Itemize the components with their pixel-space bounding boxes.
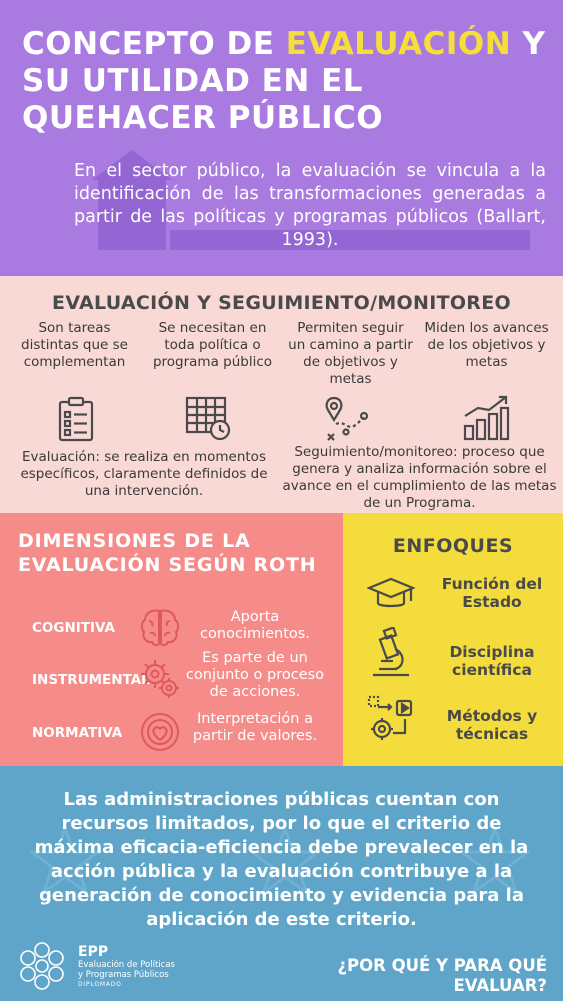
logo-line1: Evaluación de Políticas bbox=[78, 960, 175, 970]
approaches-section bbox=[343, 513, 563, 766]
column-text: Permiten seguir un camino a partir de objetivos y metas bbox=[288, 320, 413, 387]
logo-line3: DIPLOMADO bbox=[78, 981, 122, 988]
calendar-clock-icon bbox=[184, 394, 232, 442]
microscope-icon bbox=[367, 627, 415, 679]
dimension-desc: Interpretación a partir de valores. bbox=[192, 711, 318, 744]
dimension-row bbox=[0, 605, 343, 655]
approach-label: Función del Estado bbox=[441, 575, 543, 611]
logo-line2: y Programas Públicos bbox=[78, 970, 169, 980]
dimension-row bbox=[0, 650, 343, 706]
dimensions-title: DIMENSIONES DE LA EVALUACIÓN SEGÚN ROTH bbox=[18, 530, 317, 576]
gears-icon bbox=[137, 656, 183, 702]
section-title: EVALUACIÓN Y SEGUIMIENTO/MONITOREO bbox=[52, 292, 511, 314]
dimension-name: INSTRUMENTAL bbox=[32, 672, 150, 688]
footer-statement: Las administraciones públicas cuentan con recursos limitados, por lo que el criterio de máxima eficacia-eficiencia debe prevalecer en la acción pública y la evaluación contribuye a la generación de conocimiento y evidencia para la aplicación de este criterio. bbox=[34, 789, 529, 930]
brain-icon bbox=[137, 605, 183, 651]
dimension-row bbox=[0, 709, 343, 759]
approach-label: Métodos y técnicas bbox=[446, 707, 538, 743]
column-text: Se necesitan en toda política o programa público bbox=[152, 320, 273, 370]
title-highlight: EVALUACIÓN bbox=[285, 26, 512, 62]
dimension-desc: Aporta conocimientos. bbox=[200, 609, 310, 642]
graduation-cap-icon bbox=[367, 571, 415, 619]
page-title bbox=[22, 26, 552, 137]
column-text: Miden los avances de los objetivos y metas bbox=[424, 320, 549, 370]
closing-question: ¿POR QUÉ Y PARA QUÉ EVALUAR? bbox=[337, 956, 547, 995]
epp-logo-icon bbox=[12, 936, 72, 996]
monitoring-note: Seguimiento/monitoreo: proceso que genera y analiza información sobre el avance en el cumplimiento de las metas de un Programa. bbox=[282, 444, 557, 511]
clipboard-checklist-icon bbox=[52, 396, 100, 444]
dimensions-section bbox=[0, 513, 343, 766]
approach-label: Disciplina científica bbox=[449, 643, 535, 679]
route-map-icon bbox=[322, 396, 370, 444]
process-methods-icon bbox=[367, 695, 415, 743]
dimension-name: NORMATIVA bbox=[32, 725, 123, 741]
dimension-name: COGNITIVA bbox=[32, 620, 115, 636]
title-part2: Y SU UTILIDAD EN EL QUEHACER PÚBLICO bbox=[22, 26, 546, 136]
intro-text: En el sector público, la evaluación se vincula a la identificación de las transformaciones generadas a partir de las políticas y programas públicos (Ballart, 1993). bbox=[74, 161, 546, 250]
approaches-title: ENFOQUES bbox=[392, 535, 514, 557]
bar-chart-growth-icon bbox=[462, 394, 510, 442]
heart-values-icon bbox=[137, 709, 183, 755]
evaluation-monitoring-section bbox=[0, 276, 563, 513]
logo-text bbox=[78, 944, 175, 990]
header-section bbox=[0, 0, 563, 276]
column-text: Son tareas distintas que se complementan bbox=[21, 320, 128, 370]
dimension-desc: Es parte de un conjunto o proceso de acciones. bbox=[185, 650, 325, 700]
logo-abbr: EPP bbox=[78, 944, 109, 960]
evaluation-note: Evaluación: se realiza en momentos específicos, claramente definidos de una intervención. bbox=[20, 449, 268, 499]
title-part1: CONCEPTO DE bbox=[22, 26, 286, 62]
footer-section bbox=[0, 766, 563, 1001]
